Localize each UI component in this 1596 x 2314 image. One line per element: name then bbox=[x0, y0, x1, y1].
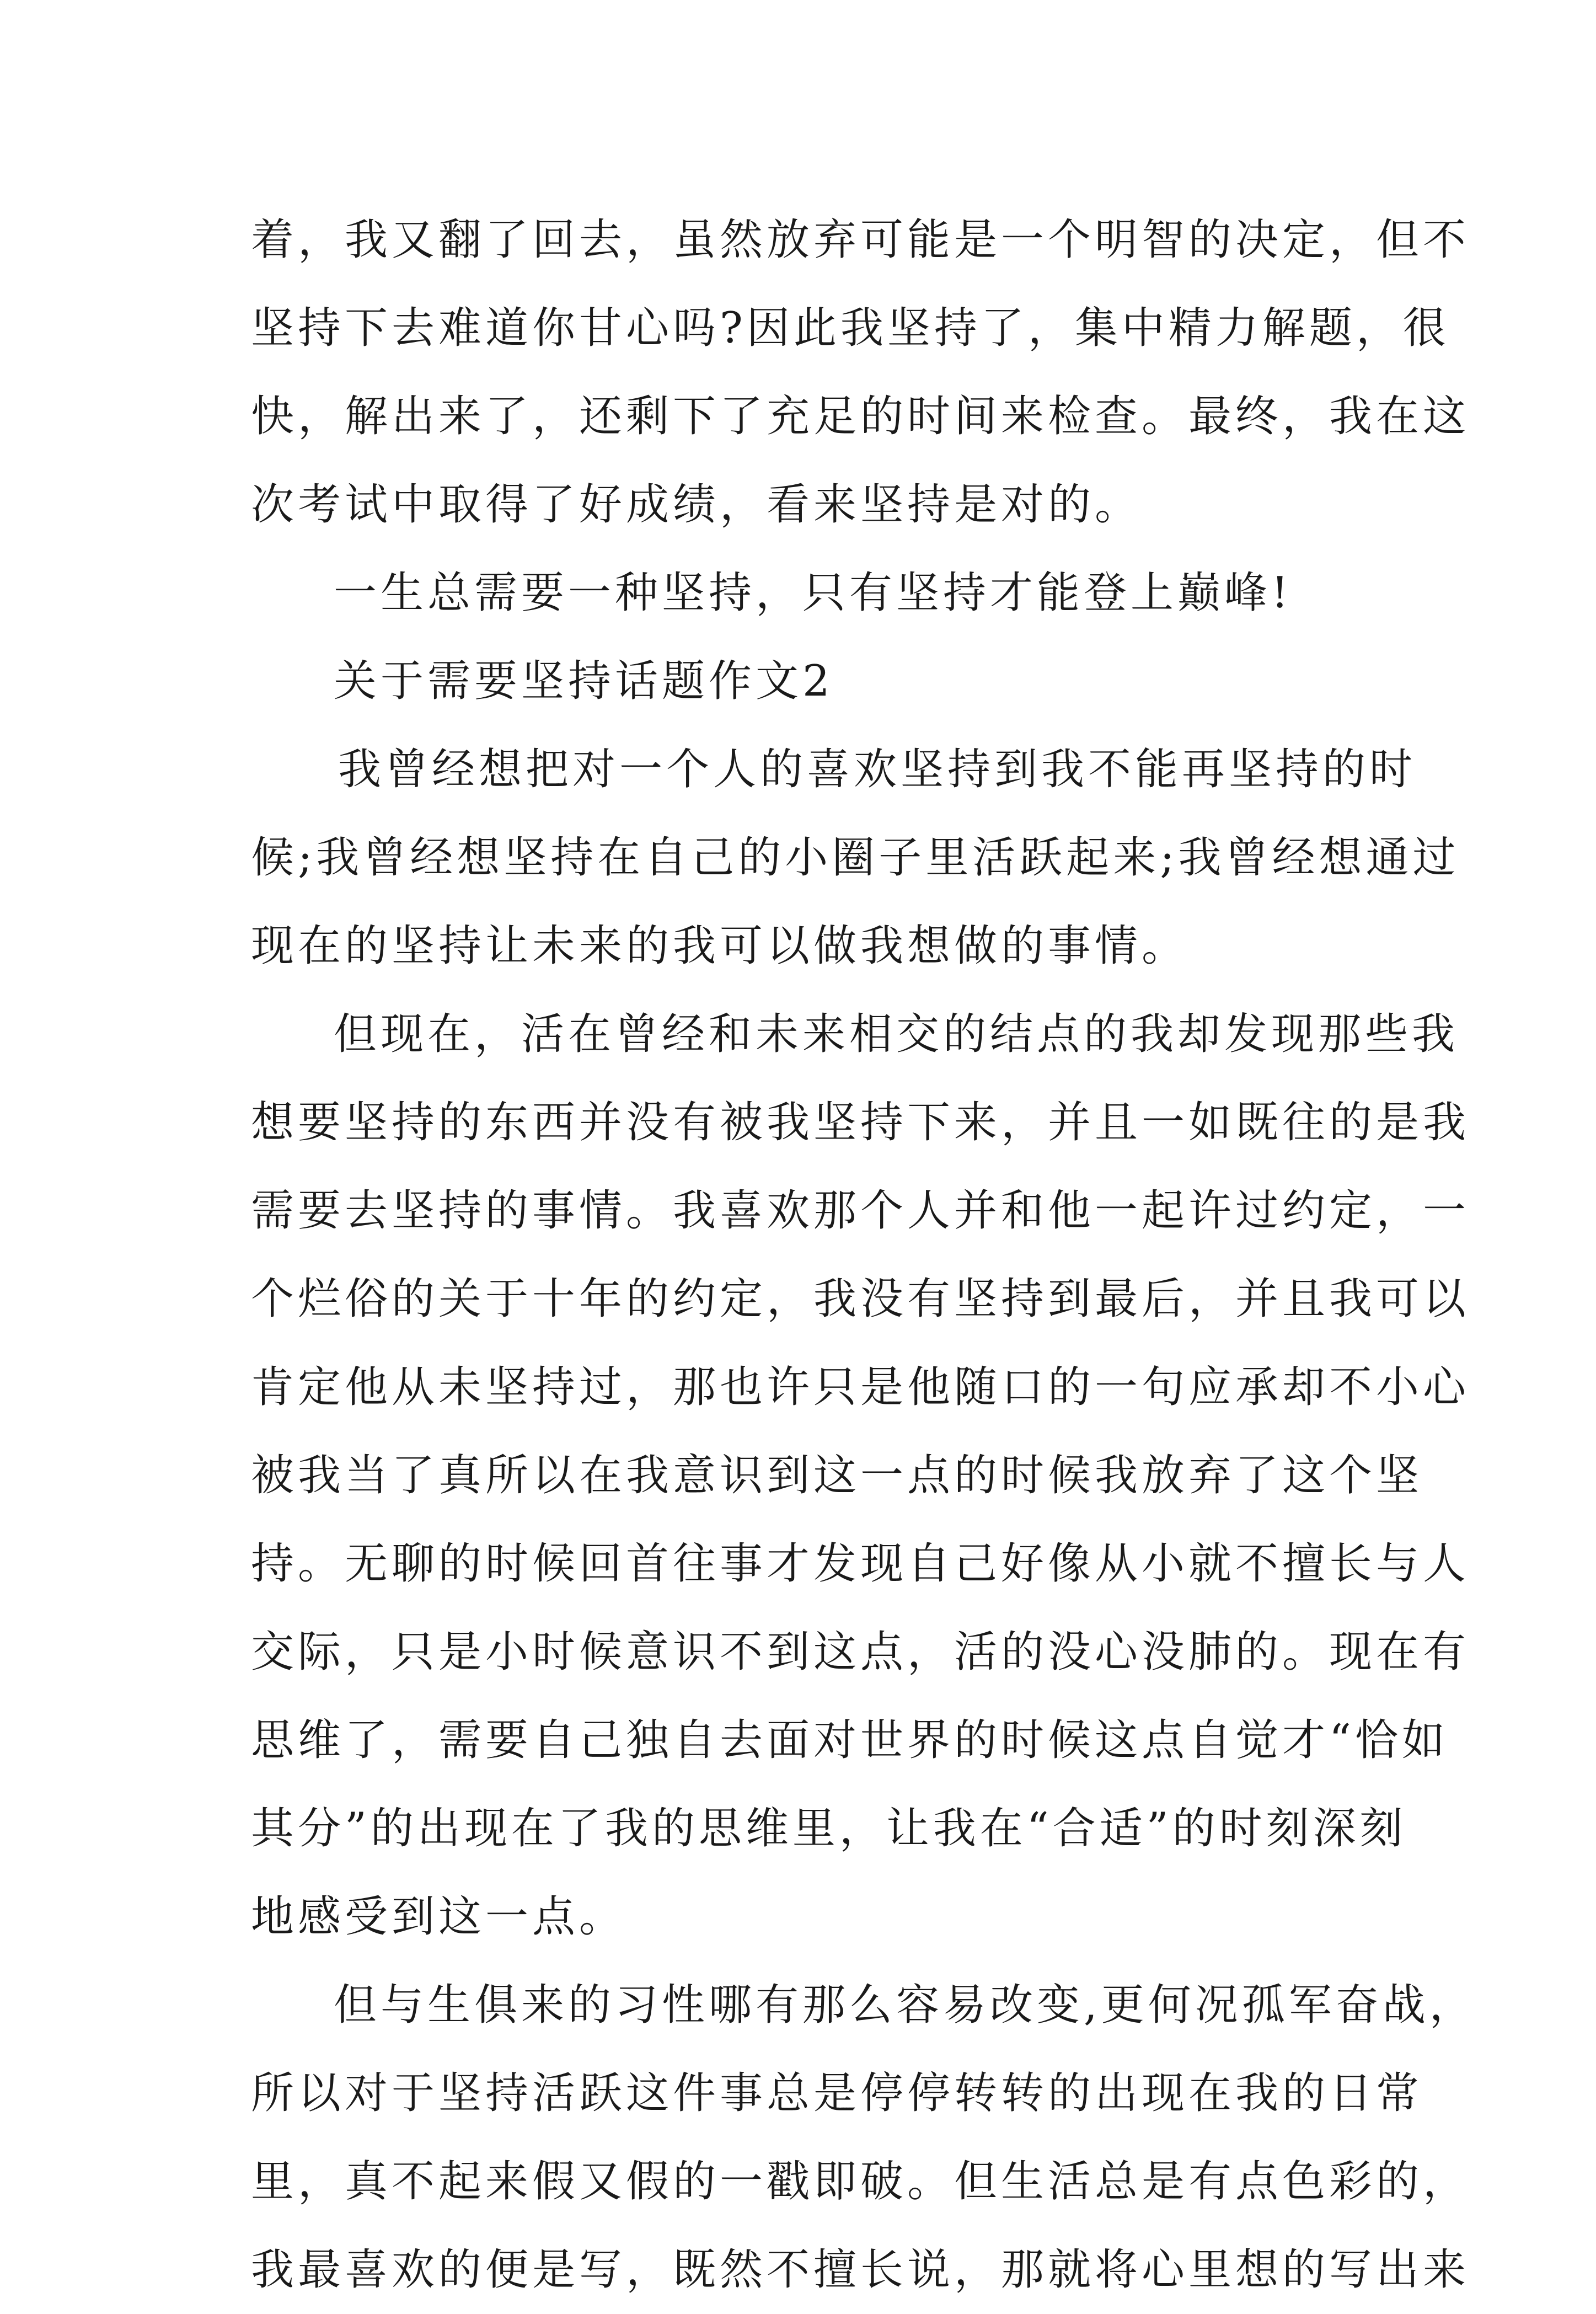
text-line: 但现在，活在曾经和未来相交的结点的我却发现那些我 bbox=[334, 1009, 1459, 1059]
text-line: 次考试中取得了好成绩，看来坚持是对的。 bbox=[251, 480, 1142, 530]
text-line: 地感受到这一点。 bbox=[251, 1892, 626, 1942]
conclusion-line: 一生总需要一种坚持，只有坚持才能登上巅峰! bbox=[334, 568, 1293, 618]
text-line: 其分”的出现在了我的思维里，让我在“合适”的时刻深刻 bbox=[251, 1804, 1407, 1853]
essay-body bbox=[251, 196, 1476, 2314]
text-line: 交际，只是小时候意识不到这点，活的没心没肺的。现在有 bbox=[251, 1627, 1470, 1677]
text-line: 个烂俗的关于十年的约定，我没有坚持到最后，并且我可以 bbox=[251, 1274, 1470, 1324]
text-line: 需要去坚持的事情。我喜欢那个人并和他一起许过约定，一 bbox=[251, 1186, 1470, 1236]
text-line: 里，真不起来假又假的一戳即破。但生活总是有点色彩的， bbox=[251, 2157, 1470, 2206]
text-line: 我曾经想把对一个人的喜欢坚持到我不能再坚持的时 bbox=[338, 745, 1417, 794]
text-line: 现在的坚持让未来的我可以做我想做的事情。 bbox=[251, 921, 1189, 971]
text-line: 快，解出来了，还剩下了充足的时间来检查。最终，我在这 bbox=[251, 392, 1470, 441]
essay-title: 关于需要坚持话题作文2 bbox=[334, 656, 834, 706]
text-line: 着，我又翻了回去，虽然放弃可能是一个明智的决定，但不 bbox=[251, 215, 1470, 265]
text-line: 被我当了真所以在我意识到这一点的时候我放弃了这个坚 bbox=[251, 1451, 1423, 1500]
text-line: 想要坚持的东西并没有被我坚持下来，并且一如既往的是我 bbox=[251, 1098, 1470, 1147]
text-line: 持。无聊的时候回首往事才发现自己好像从小就不擅长与人 bbox=[251, 1539, 1470, 1589]
text-line: 坚持下去难道你甘心吗?因此我坚持了，集中精力解题，很 bbox=[251, 303, 1450, 353]
text-line: 肯定他从未坚持过，那也许只是他随口的一句应承却不小心 bbox=[251, 1362, 1470, 1412]
text-line: 候;我曾经想坚持在自己的小圈子里活跃起来;我曾经想通过 bbox=[251, 833, 1460, 883]
text-line: 我最喜欢的便是写，既然不擅长说，那就将心里想的写出来 bbox=[251, 2245, 1470, 2295]
text-line: 但与生俱来的习性哪有那么容易改变,更何况孤军奋战， bbox=[334, 1980, 1476, 2030]
text-line: 所以对于坚持活跃这件事总是停停转转的出现在我的日常 bbox=[251, 2069, 1423, 2118]
text-line: 思维了，需要自己独自去面对世界的时候这点自觉才“恰如 bbox=[251, 1716, 1449, 1765]
